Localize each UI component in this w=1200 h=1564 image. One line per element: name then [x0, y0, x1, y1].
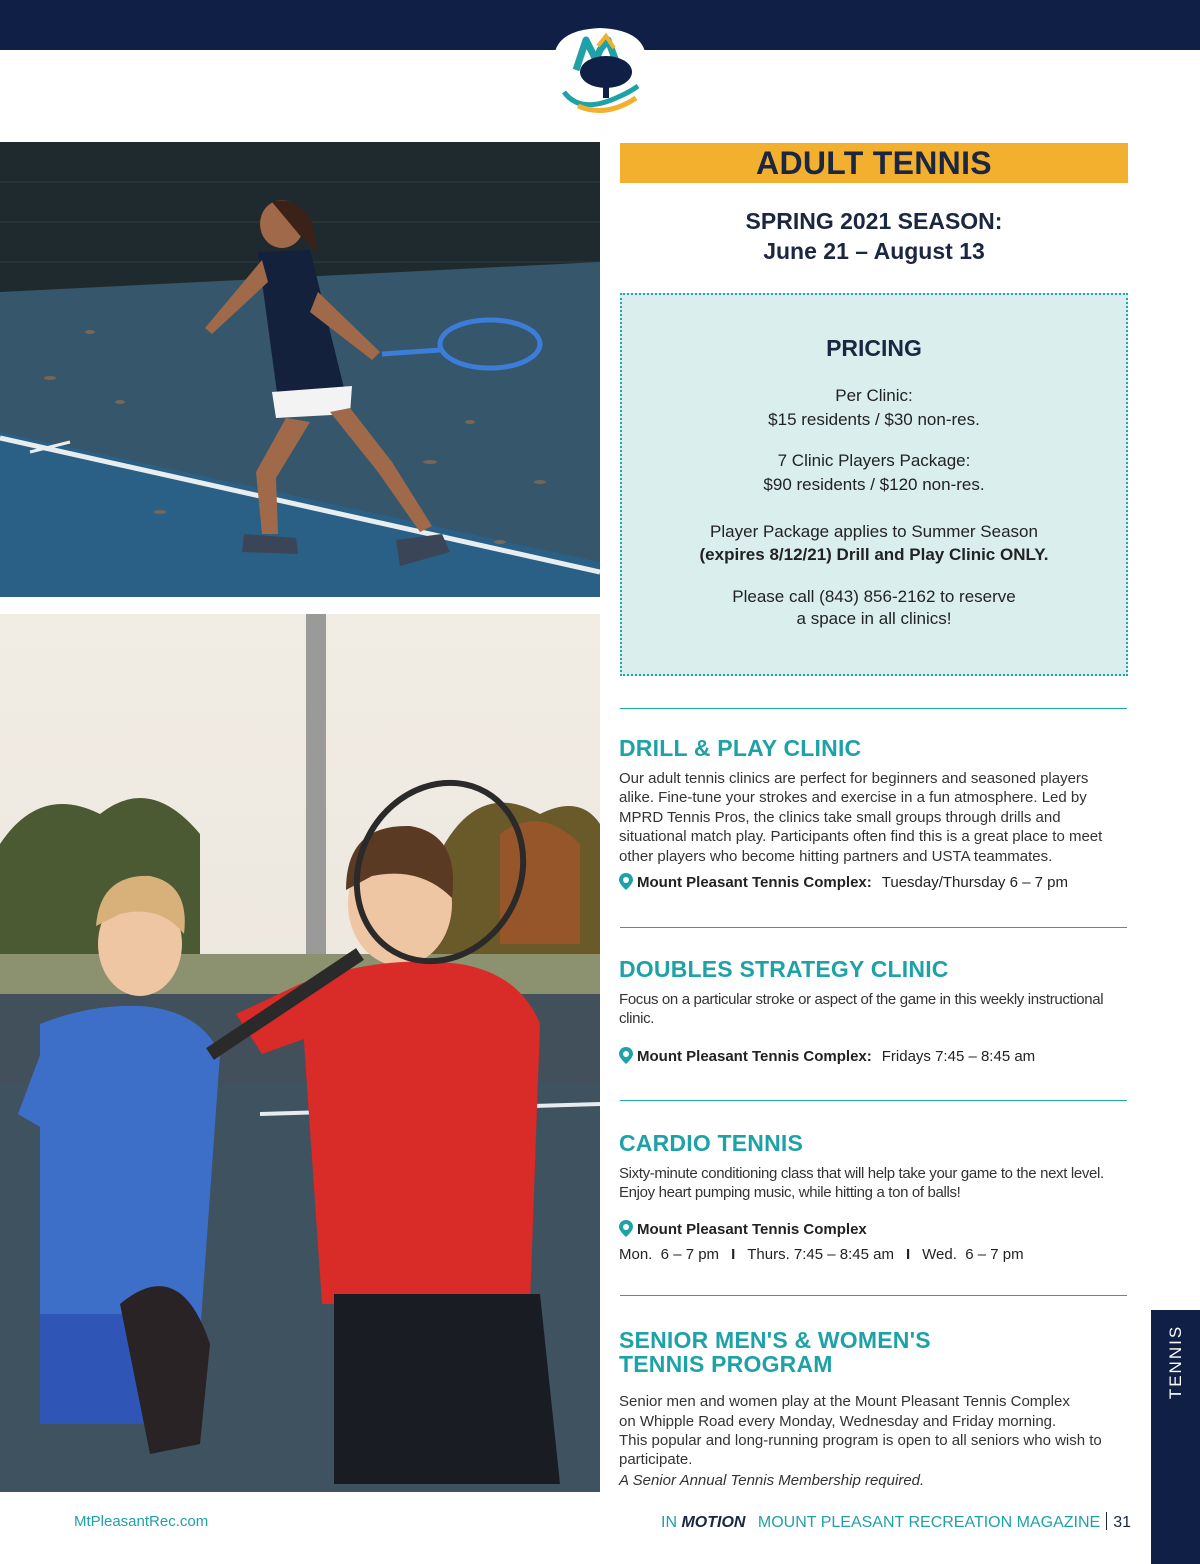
location-name: Mount Pleasant Tennis Complex: [637, 874, 872, 891]
package-expiry: (expires 8/12/21) Drill and Play Clinic ONLY. [699, 545, 1049, 564]
footer-motion: MOTION [681, 1514, 746, 1531]
reserve-call-2: a space in all clinics! [796, 609, 952, 628]
location-pin-icon [619, 1047, 633, 1070]
section-body-line1: Senior men and women play at the Mount Pleasant Tennis Complex [619, 1393, 1070, 1410]
divider [620, 927, 1127, 928]
per-clinic-label: Per Clinic: [835, 386, 913, 405]
section-title: CARDIO TENNIS [619, 1130, 804, 1156]
section-side-tab [1151, 1310, 1200, 1564]
divider [620, 1100, 1127, 1101]
side-tab-label: TENNIS [1165, 1324, 1185, 1400]
two-boys-tennis-photo [0, 614, 600, 1492]
location-name: Mount Pleasant Tennis Complex: [637, 1048, 872, 1065]
section-title: SENIOR MEN'S & WOMEN'S [619, 1327, 931, 1353]
location-name: Mount Pleasant Tennis Complex [637, 1221, 867, 1238]
divider [620, 708, 1127, 709]
location-line [619, 1047, 1035, 1070]
footer-divider [1106, 1512, 1107, 1530]
pricing-title: PRICING [826, 335, 922, 361]
schedule-thursday: Thurs. 7:45 – 8:45 am [747, 1246, 894, 1263]
magazine-footer [661, 1512, 1131, 1532]
schedule-separator: I [905, 1246, 911, 1263]
package-note: Player Package applies to Summer Season [710, 522, 1038, 541]
section-body-line2: on Whipple Road every Monday, Wednesday and Friday morning. [619, 1413, 1057, 1430]
section-title: DRILL & PLAY CLINIC [619, 735, 862, 761]
page-title: ADULT TENNIS [756, 145, 992, 181]
section-title: DOUBLES STRATEGY CLINIC [619, 956, 949, 982]
season-label: SPRING 2021 SEASON: [745, 208, 1003, 234]
section-body: Sixty-minute conditioning class that will help take your game to the next level. Enjoy heart pumping music, while hitting a ton of balls! [619, 1165, 1104, 1202]
footer-in: IN [661, 1514, 677, 1531]
website-link[interactable]: MtPleasantRec.com [74, 1513, 209, 1530]
divider [620, 1295, 1127, 1296]
schedule-wednesday: Wed. 6 – 7 pm [922, 1246, 1024, 1263]
location-pin-icon [619, 873, 633, 896]
page-number: 31 [1113, 1514, 1131, 1531]
package-price: $90 residents / $120 non-res. [763, 475, 985, 494]
location-time: Fridays 7:45 – 8:45 am [881, 1048, 1036, 1065]
pricing-box [620, 293, 1128, 676]
package-label: 7 Clinic Players Package: [777, 451, 971, 470]
membership-note: A Senior Annual Tennis Membership required. [619, 1472, 925, 1489]
season-dates [620, 206, 1128, 266]
section-body: Our adult tennis clinics are perfect for beginners and seasoned players alike. Fine-tune your strokes and exercise in a fun atmosphere. Led by MPRD Tennis Pros, the clinics take small groups through drills and situational match play. Participants often find this is a great place to meet other players who become hitting partners and USTA teammates. [619, 770, 1103, 865]
season-range: June 21 – August 13 [763, 238, 985, 264]
location-time: Tuesday/Thursday 6 – 7 pm [881, 874, 1068, 891]
schedule-monday: Mon. 6 – 7 pm [619, 1246, 720, 1263]
mount-pleasant-logo-icon [550, 26, 650, 118]
location-pin-icon [619, 1220, 633, 1243]
section-title-line2: TENNIS PROGRAM [619, 1351, 833, 1377]
schedule-separator: I [731, 1246, 736, 1263]
woman-tennis-photo [0, 142, 600, 597]
section-body: Focus on a particular stroke or aspect of the game in this weekly instructional clinic. [619, 991, 1104, 1028]
cardio-schedule [619, 1245, 1024, 1265]
location-line [619, 873, 1068, 896]
per-clinic-price: $15 residents / $30 non-res. [768, 410, 980, 429]
title-banner [620, 143, 1128, 183]
location-line [619, 1220, 867, 1243]
reserve-call: Please call (843) 856-2162 to reserve [732, 587, 1016, 606]
section-body-line3: This popular and long-running program is open to all seniors who wish to participate. [619, 1432, 1102, 1469]
footer-magazine: MOUNT PLEASANT RECREATION MAGAZINE [757, 1514, 1101, 1531]
